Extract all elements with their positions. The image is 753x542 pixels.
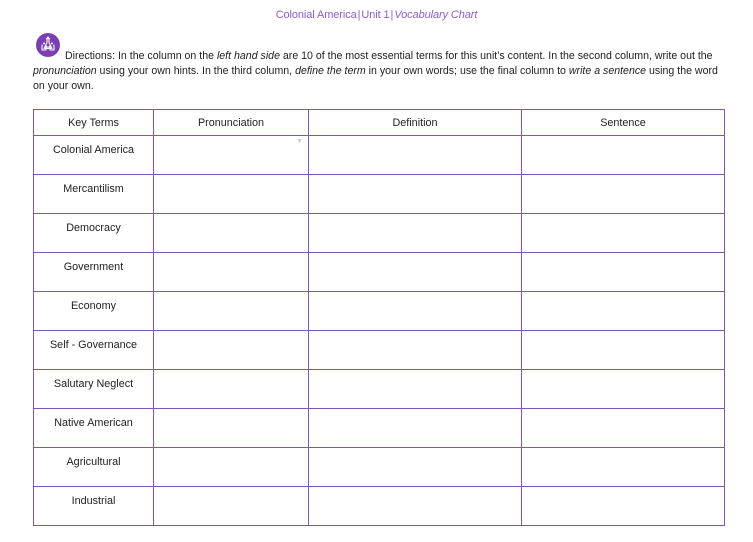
key-term-cell: Government — [34, 253, 154, 292]
header-definition: Definition — [309, 110, 522, 136]
sentence-cell[interactable] — [522, 253, 725, 292]
key-term-cell: Colonial America — [34, 136, 154, 175]
table-row — [34, 292, 725, 331]
sentence-cell[interactable] — [522, 331, 725, 370]
directions-emphasis: write a sentence — [568, 65, 647, 77]
pronunciation-cell[interactable] — [154, 175, 309, 214]
definition-cell[interactable] — [309, 487, 522, 526]
title-separator: | — [390, 9, 394, 21]
definition-cell[interactable] — [309, 331, 522, 370]
header-pronunciation: Pronunciation — [154, 110, 309, 136]
document-type: Vocabulary Chart — [394, 9, 478, 21]
sentence-cell[interactable] — [522, 214, 725, 253]
key-term-cell: Economy — [34, 292, 154, 331]
table-header-row — [34, 110, 725, 136]
pronunciation-cell[interactable] — [154, 448, 309, 487]
definition-cell[interactable] — [309, 136, 522, 175]
definition-cell[interactable] — [309, 214, 522, 253]
key-term-cell: Agricultural — [34, 448, 154, 487]
directions-part: are 10 of the most essential terms for this unit’s content. In the second column, write out the — [279, 50, 713, 62]
pronunciation-cell[interactable] — [154, 214, 309, 253]
pronunciation-cell[interactable] — [154, 487, 309, 526]
directions-emphasis: pronunciation — [33, 65, 97, 77]
directions-emphasis: left hand side — [216, 50, 280, 62]
definition-cell[interactable] — [309, 448, 522, 487]
table-row — [34, 253, 725, 292]
table-row — [34, 487, 725, 526]
key-term-cell: Industrial — [34, 487, 154, 526]
table-row — [34, 370, 725, 409]
definition-cell[interactable] — [309, 175, 522, 214]
sentence-cell[interactable] — [522, 487, 725, 526]
header-key-terms: Key Terms — [34, 110, 154, 136]
document-title — [0, 9, 753, 21]
title-separator: | — [357, 9, 361, 21]
sentence-cell[interactable] — [522, 409, 725, 448]
definition-cell[interactable] — [309, 370, 522, 409]
key-term-cell: Mercantilism — [34, 175, 154, 214]
directions-part: using your own hints. In the third column, — [96, 65, 296, 77]
table-row — [34, 214, 725, 253]
sentence-cell[interactable] — [522, 448, 725, 487]
header-sentence: Sentence — [522, 110, 725, 136]
pronunciation-cell[interactable] — [154, 370, 309, 409]
directions-part: in your own words; use the final column to — [365, 65, 569, 77]
pronunciation-cell[interactable] — [154, 136, 309, 175]
key-term-cell: Native American — [34, 409, 154, 448]
directions-emphasis: define the term — [295, 65, 366, 77]
sentence-cell[interactable] — [522, 292, 725, 331]
chevron-down-icon[interactable]: ▼ — [296, 138, 303, 145]
pronunciation-cell[interactable] — [154, 331, 309, 370]
directions-part: using the word on your own. — [33, 65, 718, 92]
sentence-cell[interactable] — [522, 175, 725, 214]
sentence-cell[interactable] — [522, 370, 725, 409]
table-row — [34, 331, 725, 370]
key-term-cell: Democracy — [34, 214, 154, 253]
key-term-cell: Self - Governance — [34, 331, 154, 370]
pronunciation-cell[interactable] — [154, 292, 309, 331]
pronunciation-cell[interactable] — [154, 409, 309, 448]
table-row — [34, 136, 725, 175]
unit-label: Unit 1 — [361, 9, 390, 21]
definition-cell[interactable] — [309, 292, 522, 331]
course-name: Colonial America — [275, 9, 357, 21]
table-row — [34, 409, 725, 448]
pronunciation-cell[interactable] — [154, 253, 309, 292]
table-row — [34, 448, 725, 487]
definition-cell[interactable] — [309, 253, 522, 292]
table-row — [34, 175, 725, 214]
definition-cell[interactable] — [309, 409, 522, 448]
sentence-cell[interactable] — [522, 136, 725, 175]
key-term-cell: Salutary Neglect — [34, 370, 154, 409]
directions-text — [33, 49, 725, 94]
vocabulary-table — [33, 109, 725, 526]
directions-part: Directions: In the column on the — [65, 50, 217, 62]
